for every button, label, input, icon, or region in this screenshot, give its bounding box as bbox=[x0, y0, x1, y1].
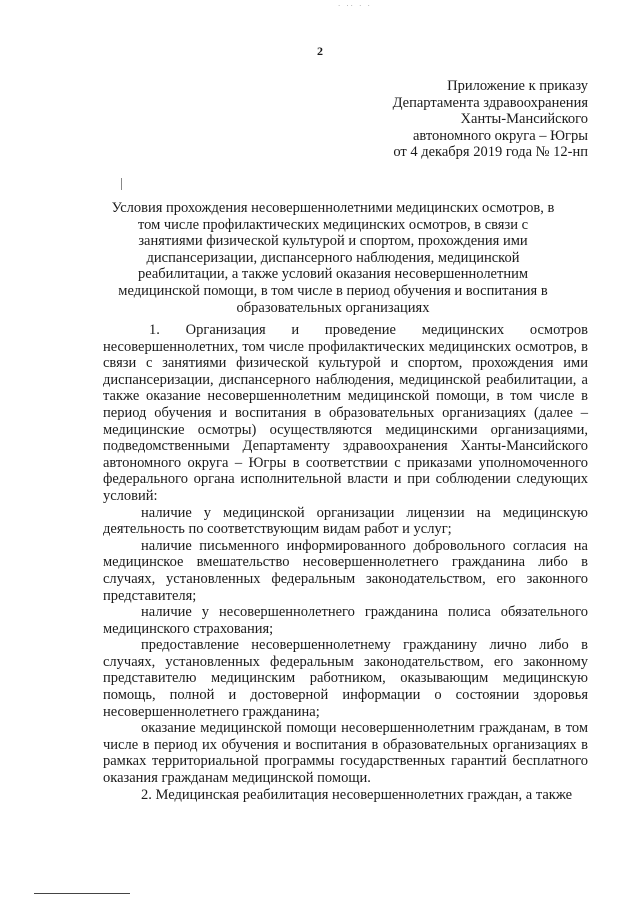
paragraph-2: 2. Медицинская реабилитация несовершеннолетних граждан, а также bbox=[141, 786, 573, 803]
document-title: Условия прохождения несовершеннолетними медицинских осмотров, в том числе профилактических медицинских осмотров, в связи с занятиями физической культурой и спортом, прохождения ими диспансеризации, диспансерного наблюдения, медицинской реабилитации, а также условий оказания несовершеннолетним медицинской помощи, в том числе в период обучения и воспитания в образовательных организациях bbox=[111, 200, 555, 316]
appendix-line: Приложение к приказу bbox=[447, 78, 588, 94]
appendix-line: Ханты-Мансийского bbox=[460, 111, 588, 128]
condition-item: предоставление несовершеннолетнему гражданину лично либо в случаях, установленных федеральным законодательством, его законному представителю медицинским работником, оказывающим медицинскую помощь, полной и достоверной информации о состоянии здоровья несовершеннолетнего гражданина; bbox=[103, 637, 588, 720]
page-number: 2 bbox=[317, 44, 323, 58]
footer-rule bbox=[34, 893, 130, 894]
condition-item: наличие письменного информированного добровольного согласия на медицинское вмешательство несовершеннолетнего гражданина либо в случаях, установленных федеральным законодательством, его законного представителя; bbox=[103, 537, 588, 604]
appendix-line: Департамента здравоохранения bbox=[392, 94, 588, 111]
condition-item: наличие у несовершеннолетнего гражданина полиса обязательного медицинского страхования; bbox=[103, 604, 588, 637]
appendix-header bbox=[393, 78, 588, 161]
condition-item: оказание медицинской помощи несовершеннолетним гражданам, в том числе в период их обучения и воспитания в образовательных организациях в рамках территориальной программы государственных гарантий бесплатного оказания гражданам медицинской помощи. bbox=[103, 720, 588, 787]
appendix-line: автономного округа – Югры bbox=[412, 127, 588, 144]
scan-artifact: · ·· · · bbox=[338, 2, 372, 10]
paragraph-1: 1. Организация и проведение медицинских осмотров несовершеннолетних, том числе профилактических медицинских осмотров, в связи с занятиями физической культурой и спортом, прохождения ими диспансеризации, диспансерного наблюдения, медицинской реабилитации, а также оказание несовершеннолетним медицинской помощи, в том числе в период обучения и воспитания в образовательных организациях (далее – медицинские осмотры) осуществляются медицинскими организациями, подведомственными Департаменту здравоохранения Ханты-Мансийского автономного округа – Югры в соответствии с приказами уполномоченного федерального органа исполнительной власти и при соблюдении следующих условий: bbox=[103, 322, 588, 504]
appendix-line: от 4 декабря 2019 года № 12-нп bbox=[393, 144, 588, 161]
condition-item: наличие у медицинской организации лицензии на медицинскую деятельность по соответствующим видам работ и услуг; bbox=[103, 504, 588, 538]
scan-mark-line bbox=[121, 178, 122, 190]
document-body bbox=[103, 322, 588, 803]
